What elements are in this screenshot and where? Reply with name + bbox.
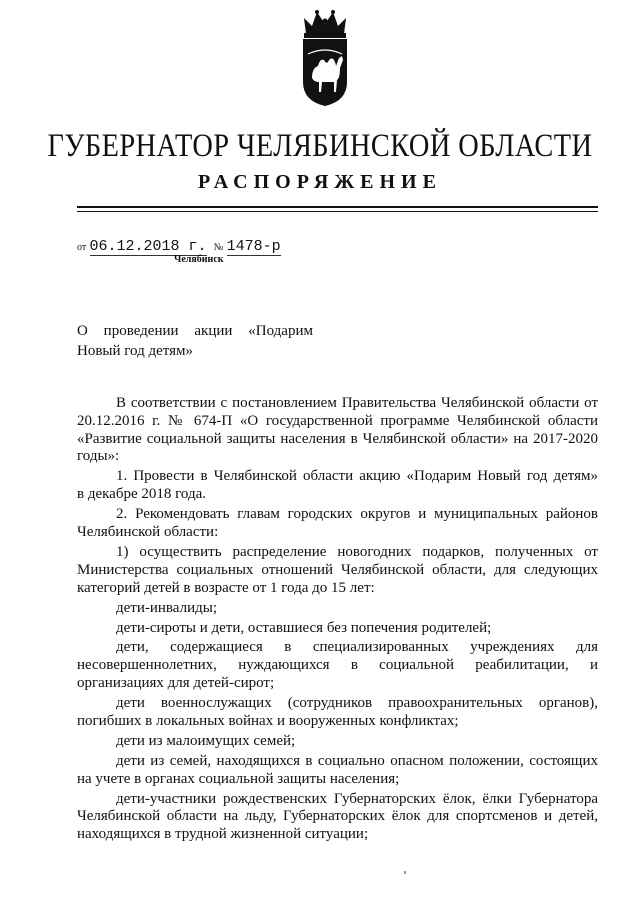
list-item: дети из малоимущих семей; — [116, 732, 296, 749]
body-line: несовершеннолетних, нуждающихся в социальной реабилитации, и — [77, 657, 598, 674]
body-line: Министерства социальных отношений Челябинской области, для следующих — [77, 561, 598, 578]
scan-speck — [404, 871, 406, 874]
document-body — [77, 395, 598, 844]
list-item: дети-участники рождественских Губернаторских ёлок, ёлки Губернатора — [116, 790, 598, 807]
document-subject — [77, 321, 313, 361]
list-item: дети-инвалиды; — [116, 599, 217, 616]
header-rule-thin — [77, 211, 598, 212]
document-type: РАСПОРЯЖЕНИЕ — [198, 171, 442, 193]
issuer-title: ГУБЕРНАТОР ЧЕЛЯБИНСКОЙ ОБЛАСТИ — [47, 128, 593, 164]
subject-line: Новый год детям» — [77, 343, 194, 359]
body-line: годы»: — [77, 448, 120, 465]
body-line: погибших в локальных войнах и вооруженных конфликтах; — [77, 712, 459, 729]
body-line: «Развитие социальной защиты населения в Челябинской области» на 2017-2020 — [77, 430, 598, 447]
body-line: В соответствии с постановлением Правительства Челябинской области от — [116, 395, 598, 411]
body-line: 1) осуществить распределение новогодних подарков, полученных от — [116, 543, 598, 560]
document-number: 1478-р — [226, 238, 281, 255]
list-item: дети, содержащиеся в специализированных учреждениях для — [116, 639, 598, 656]
subject-line: О проведении акции «Подарим — [77, 323, 313, 339]
place-of-issue: Челябинск — [174, 254, 224, 265]
body-line: находящихся в трудной жизненной ситуации; — [77, 826, 369, 843]
number-label: № — [213, 242, 224, 253]
date-label: от — [77, 242, 87, 253]
body-line: 1. Провести в Челябинской области акцию «Подарим Новый год детям» — [116, 468, 598, 485]
body-line: Челябинской области на льду, Губернаторских ёлок для спортсменов и детей, — [77, 808, 598, 825]
body-line: организациях для детей-сирот; — [77, 675, 275, 692]
body-line: Челябинской области: — [77, 523, 219, 540]
list-item: дети-сироты и дети, оставшиеся без попечения родителей; — [116, 619, 492, 636]
body-line: 2. Рекомендовать главам городских округов и муниципальных районов — [116, 506, 598, 523]
coat-of-arms-icon — [290, 8, 360, 108]
body-line: 20.12.2016 г. № 674-П «О государственной программе Челябинской области — [77, 412, 598, 429]
document-date: 06.12.2018 г. — [89, 238, 207, 255]
list-item: дети военнослужащих (сотрудников правоохранительных органов), — [116, 695, 598, 712]
body-line: на учете в органах социальной защиты населения; — [77, 770, 400, 787]
header-rule-thick — [77, 206, 598, 208]
list-item: дети из семей, находящихся в социально опасном положении, состоящих — [116, 752, 598, 769]
body-line: категорий детей в возрасте от 1 года до 15 лет: — [77, 579, 375, 596]
body-line: в декабре 2018 года. — [77, 486, 207, 503]
